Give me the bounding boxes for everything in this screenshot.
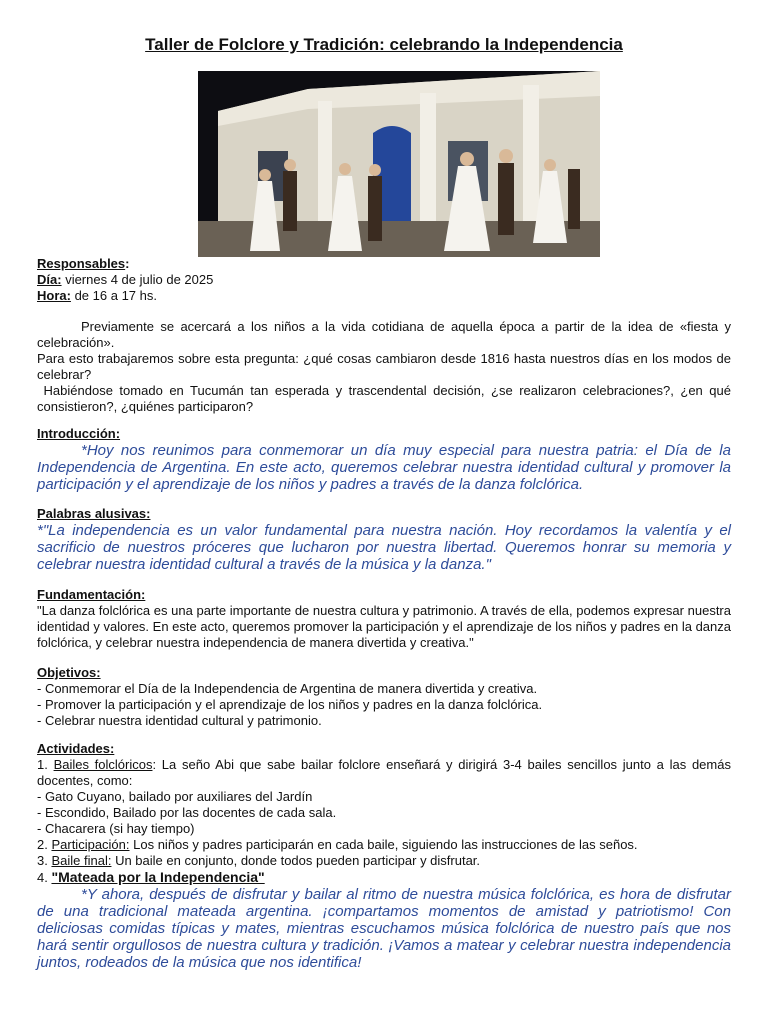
item1-label: Bailes folclóricos [53, 757, 153, 772]
item2-text: Los niños y padres participarán en cada baile, siguiendo las instrucciones de las seños. [129, 837, 638, 852]
objetivo-item: - Promover la participación y el aprendizaje de los niños y padres en la danza folclórica. [37, 697, 543, 712]
item3-number: 3. [37, 853, 52, 868]
page-title: Taller de Folclore y Tradición: celebrando la Independencia [145, 35, 623, 54]
folk-dance-photo [198, 71, 600, 257]
responsables-label: Responsables [37, 256, 126, 271]
baile-item: - Escondido, Bailado por las docentes de cada sala. [37, 805, 337, 820]
palabras-text: *"La independencia es un valor fundamental para nuestra nación. Hoy recordamos la valentía y el sacrificio de nuestros próceres que lucharon por nuestra libertad. Queremos honrar su memoria y celebrar nuestra identidad cultural a través de la música y la danza." [37, 522, 731, 573]
intro-block [37, 319, 735, 415]
item2-number: 2. [37, 837, 52, 852]
intro-paragraph: Habiéndose tomado en Tucumán tan esperada y trascendental decisión, ¿se realizaron celebraciones?, ¿en qué consistieron?, ¿quiénes participaron? [37, 383, 735, 414]
fundamentacion-text: "La danza folclórica es una parte importante de nuestra cultura y patrimonio. A través de ella, podemos expresar nuestra identidad y valores. En este acto, queremos promover la participación y el aprendizaje de los niños y padres en la danza folclórica, y celebrar nuestra independencia de manera divertida y creativa." [37, 603, 731, 650]
dia-label: Día: [37, 272, 62, 287]
item2-label: Participación: [51, 837, 130, 852]
mateada-text: *Y ahora, después de disfrutar y bailar al ritmo de nuestra música folclórica, es hora de disfrutar de una tradicional mateada argentina. ¡compartamos momentos de amistad y patriotismo! Con deliciosas comidas típicas y mates, mientras escuchamos música folclórica de nuestro país que nos hará sentir orgullosos de nuestra cultura y tradición. ¡Vamos a matear y celebrar nuestra independencia juntos, rodeados de la música que nos identifica! [37, 886, 731, 971]
baile-item: - Chacarera (si hay tiempo) [37, 821, 195, 836]
item4-number: 4. [37, 870, 52, 885]
objetivos-section [37, 665, 731, 729]
intro-paragraph: Previamente se acercará a los niños a la vida cotidiana de aquella época a partir de la idea de «fiesta y celebración». [37, 319, 731, 350]
actividades-section [37, 741, 731, 971]
item1-text: : La seño Abi que sabe bailar folclore enseñará y dirigirá 3-4 bailes sencillos junto a las demás docentes, como: [37, 757, 731, 788]
introduccion-section [37, 426, 731, 493]
baile-item: - Gato Cuyano, bailado por auxiliares del Jardín [37, 789, 313, 804]
introduccion-heading: Introducción: [37, 426, 121, 441]
introduccion-text: *Hoy nos reunimos para conmemorar un día muy especial para nuestra patria: el Día de la Independencia de Argentina. En este acto, queremos celebrar nuestra identidad cultural y promover la participación y el aprendizaje de los niños y padres a través de la danza folclórica. [37, 442, 731, 493]
info-block: Responsables: Día: viernes 4 de julio de 2025 Hora: de 16 a 17 hs. [37, 256, 214, 303]
intro-paragraph: Para esto trabajaremos sobre esta pregunta: ¿qué cosas cambiaron desde 1816 hasta nuestros días en los modos de celebrar? [37, 351, 731, 382]
hora-label: Hora: [37, 288, 71, 303]
fundamentacion-heading: Fundamentación: [37, 587, 146, 602]
hora-value: de 16 a 17 hs. [74, 288, 157, 303]
objetivo-item: - Celebrar nuestra identidad cultural y patrimonio. [37, 713, 322, 728]
actividades-heading: Actividades: [37, 741, 115, 756]
palabras-section [37, 506, 731, 573]
item3-label: Baile final: [51, 853, 112, 868]
palabras-heading: Palabras alusivas: [37, 506, 151, 521]
mateada-title: "Mateada por la Independencia" [51, 869, 265, 885]
objetivo-item: - Conmemorar el Día de la Independencia de Argentina de manera divertida y creativa. [37, 681, 538, 696]
item1-number: 1. [37, 757, 54, 772]
fundamentacion-section [37, 587, 731, 651]
item3-text: Un baile en conjunto, donde todos pueden participar y disfrutar. [111, 853, 481, 868]
dia-value: viernes 4 de julio de 2025 [65, 272, 214, 287]
objetivos-heading: Objetivos: [37, 665, 101, 680]
